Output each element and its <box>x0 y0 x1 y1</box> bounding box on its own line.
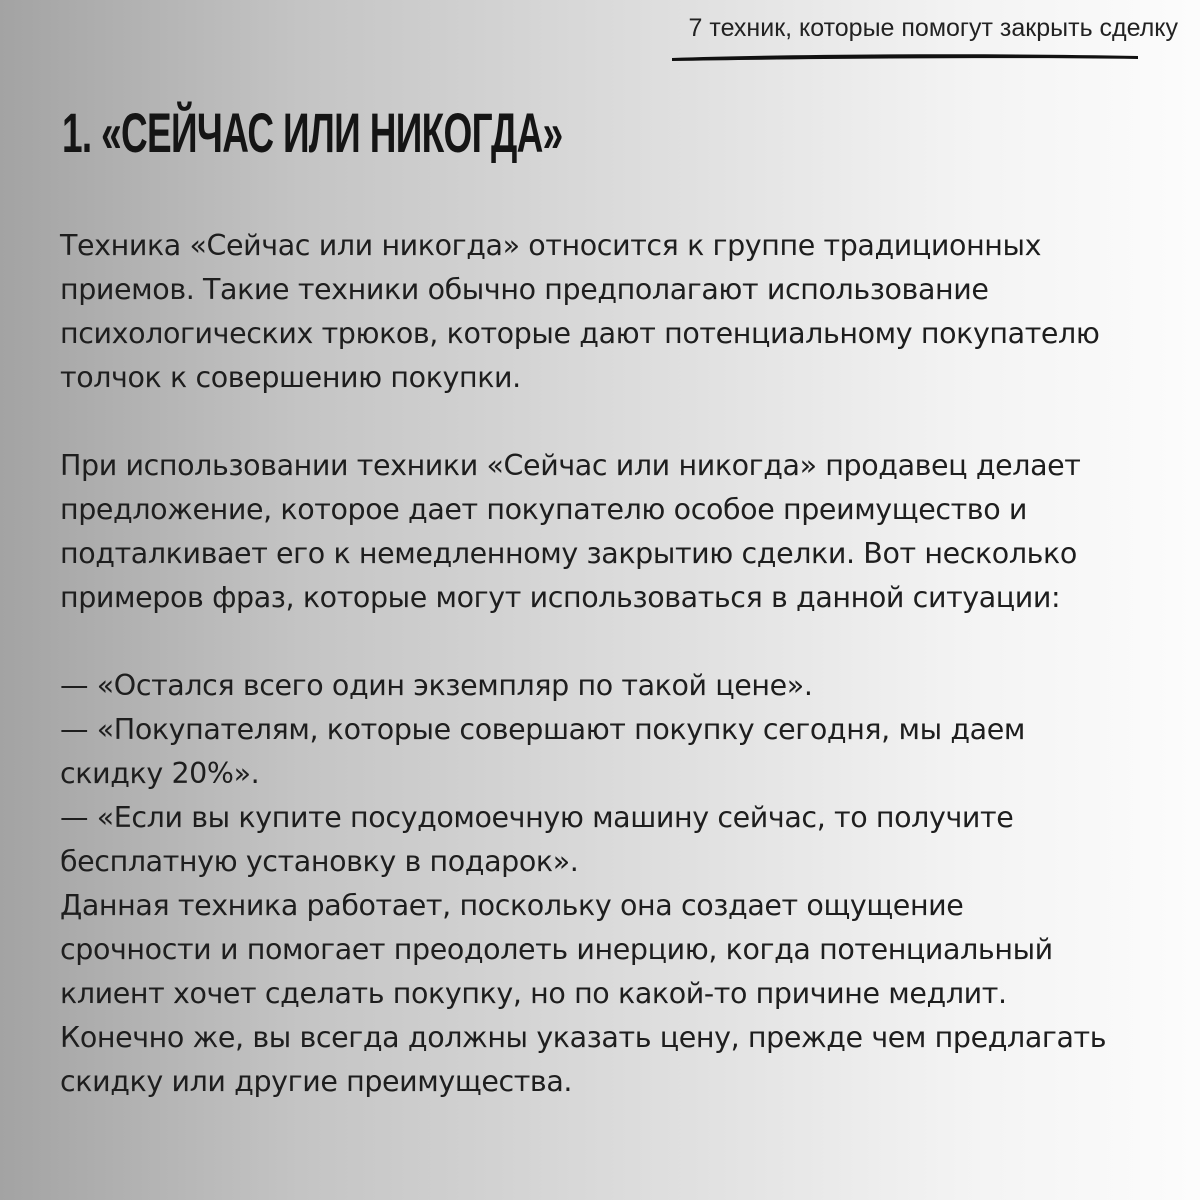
text-line: примеров фраз, которые могут использоваться в данной ситуации: <box>60 581 1061 614</box>
example-phrase: — «Если вы купите посудомоечную машину сейчас, то получите <box>60 801 1014 834</box>
text-line: психологических трюков, которые дают потенциальному покупателю <box>60 317 1100 350</box>
text-line: скидку или другие преимущества. <box>60 1065 573 1098</box>
paragraph-gap <box>60 400 1180 444</box>
example-phrase: скидку 20%». <box>60 757 260 790</box>
paragraph-intro <box>60 224 1180 400</box>
text-line: Техника «Сейчас или никогда» относится к группе традиционных <box>60 229 1042 262</box>
title-underline <box>670 50 1140 64</box>
text-line: клиент хочет сделать покупку, но по какой-то причине медлит. <box>60 977 1007 1010</box>
paragraph-examples <box>60 664 1180 1104</box>
paragraph-gap <box>60 620 1180 664</box>
example-phrase: — «Покупателям, которые совершают покупку сегодня, мы даем <box>60 713 1025 746</box>
series-title: 7 техник, которые помогут закрыть сделку <box>688 14 1178 42</box>
example-phrase: — «Остался всего один экземпляр по такой цене». <box>60 669 813 702</box>
text-line: толчок к совершению покупки. <box>60 361 521 394</box>
text-line: Конечно же, вы всегда должны указать цену, прежде чем предлагать <box>60 1021 1107 1054</box>
text-line: При использовании техники «Сейчас или никогда» продавец делает <box>60 449 1081 482</box>
article-body <box>60 224 1180 1104</box>
text-line: Данная техника работает, поскольку она создает ощущение <box>60 889 964 922</box>
example-phrase: бесплатную установку в подарок». <box>60 845 579 878</box>
paragraph-technique <box>60 444 1180 620</box>
text-line: подталкивает его к немедленному закрытию сделки. Вот несколько <box>60 537 1077 570</box>
section-heading: 1. «СЕЙЧАС ИЛИ НИКОГДА» <box>62 101 563 164</box>
text-line: приемов. Такие техники обычно предполагают использование <box>60 273 989 306</box>
text-line: срочности и помогает преодолеть инерцию, когда потенциальный <box>60 933 1053 966</box>
text-line: предложение, которое дает покупателю особое преимущество и <box>60 493 1028 526</box>
